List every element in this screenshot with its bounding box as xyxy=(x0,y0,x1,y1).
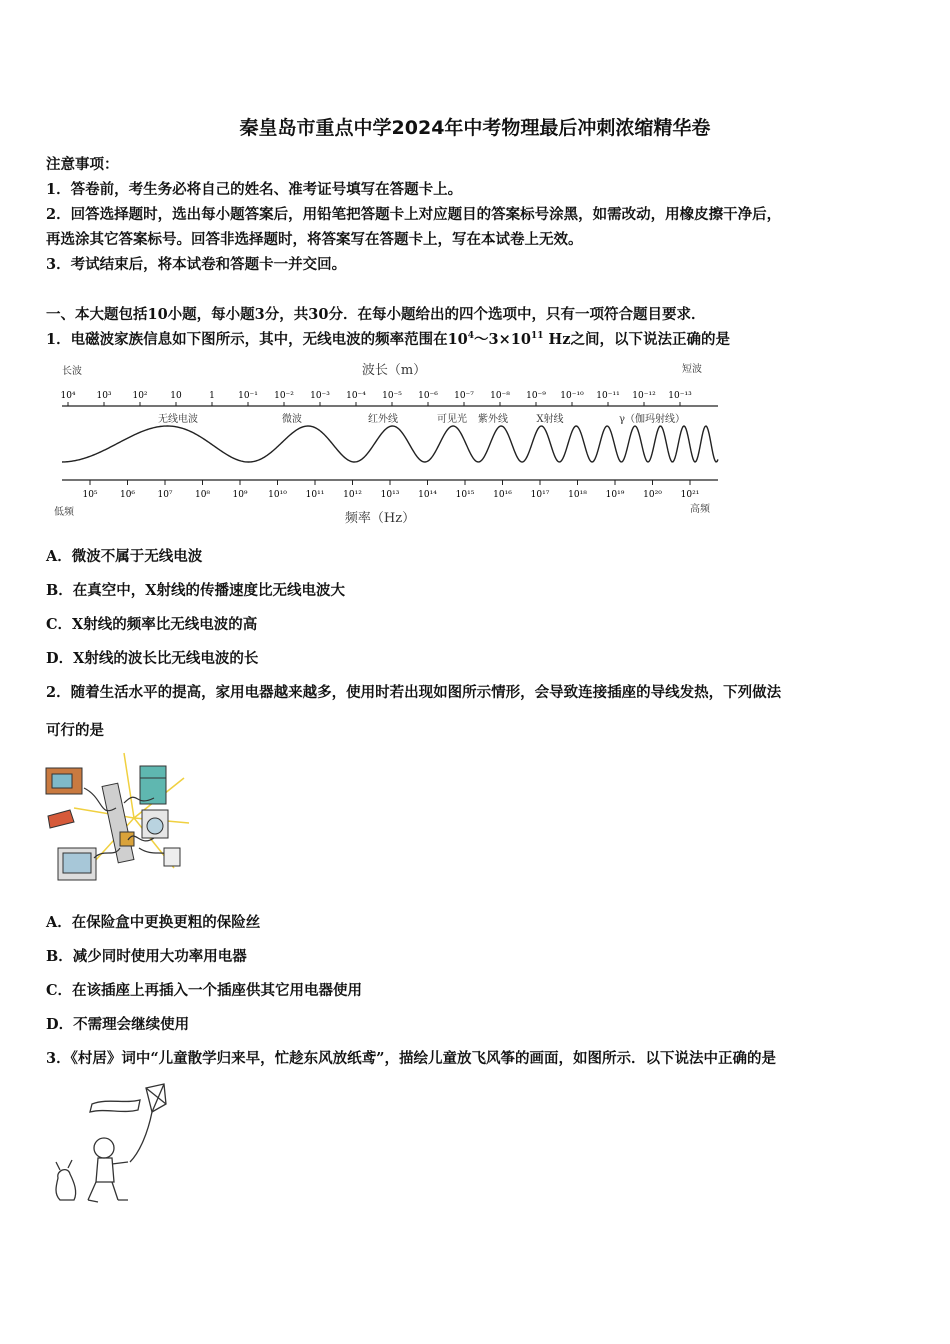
plug-icon xyxy=(120,832,134,846)
wavelength-tick-label: 10⁻⁹ xyxy=(526,391,546,401)
section-heading: 一、本大题包括10小题，每小题3分，共30分．在每小题给出的四个选项中，只有一项符合题目要求． xyxy=(46,306,706,323)
em-spectrum-figure xyxy=(50,358,730,530)
wavelength-tick-label: 10⁻³ xyxy=(310,391,330,401)
frequency-tick-label: 10¹⁸ xyxy=(568,490,587,500)
wavelength-tick-label: 10⁻¹¹ xyxy=(596,391,620,401)
band-label: 无线电波 xyxy=(158,414,198,425)
wavelength-tick-label: 10⁻¹ xyxy=(238,391,258,401)
notice-item-3: 3．考试结束后，将本试卷和答题卡一并交回。 xyxy=(46,256,347,273)
kite-flying-illustration xyxy=(48,1082,178,1212)
iron-icon xyxy=(48,810,74,828)
frequency-tick-label: 10¹⁹ xyxy=(605,490,625,500)
low-frequency-label: 低频 xyxy=(54,507,74,518)
cloud-icon xyxy=(90,1100,140,1112)
wavelength-tick-label: 10³ xyxy=(96,391,112,401)
frequency-label: 频率（Hz） xyxy=(344,511,416,526)
short-wave-label: 短波 xyxy=(682,364,702,375)
kite-string xyxy=(130,1112,152,1162)
wavelength-tick-label: 1 xyxy=(209,391,215,401)
long-wave-label: 长波 xyxy=(62,366,82,377)
wavelength-tick-label: 10⁻⁶ xyxy=(418,391,438,401)
frequency-tick-label: 10⁸ xyxy=(194,490,211,500)
wavelength-tick-label: 10⁻⁵ xyxy=(382,391,402,401)
wavelength-tick-label: 10⁴ xyxy=(60,391,76,401)
page-title: 秦皇岛市重点中学2024年中考物理最后冲刺浓缩精华卷 xyxy=(239,117,711,139)
frequency-tick-label: 10¹⁴ xyxy=(418,490,437,500)
q2-option-b: B．减少同时使用大功率用电器 xyxy=(46,948,247,965)
child-body xyxy=(96,1158,114,1182)
notice-item-2-cont: 再选涂其它答案标号。回答非选择题时，将答案写在答题卡上，写在本试卷上无效。 xyxy=(46,231,583,248)
frequency-tick-label: 10⁶ xyxy=(119,490,136,500)
notice-heading: 注意事项： xyxy=(46,156,119,173)
child-head xyxy=(94,1138,114,1158)
kite-icon xyxy=(146,1084,166,1112)
wave-curve xyxy=(62,426,718,462)
frequency-tick-label: 10¹⁰ xyxy=(268,490,287,500)
frequency-tick-label: 10¹⁷ xyxy=(530,490,550,500)
band-label: γ（伽玛射线） xyxy=(619,414,685,425)
frequency-tick-label: 10¹² xyxy=(343,490,362,500)
q1-option-a: A．微波不属于无线电波 xyxy=(46,548,203,565)
question-2-stem: 2．随着生活水平的提高，家用电器越来越多，使用时若出现如图所示情形，会导致连接插座的导线发热，下列做法 xyxy=(46,684,782,701)
frequency-ticks xyxy=(82,480,699,500)
band-label: 微波 xyxy=(282,414,302,425)
q2-option-d: D．不需理会继续使用 xyxy=(46,1016,190,1033)
wavelength-label: 波长（m） xyxy=(361,363,427,378)
kettle-icon xyxy=(164,848,180,866)
frequency-tick-label: 10⁵ xyxy=(82,490,98,500)
frequency-tick-label: 10²⁰ xyxy=(643,490,662,500)
band-label: 可见光 xyxy=(437,414,467,425)
q1-option-b: B．在真空中，X射线的传播速度比无线电波大 xyxy=(46,582,346,599)
wavelength-tick-label: 10⁻⁸ xyxy=(490,391,510,401)
wavelength-tick-label: 10⁻¹⁰ xyxy=(560,391,584,401)
wavelength-ticks xyxy=(60,391,692,406)
wavelength-tick-label: 10 xyxy=(170,391,182,401)
frequency-tick-label: 10¹⁵ xyxy=(455,490,475,500)
high-frequency-label: 高频 xyxy=(690,504,710,515)
frequency-tick-label: 10⁹ xyxy=(232,490,248,500)
wavelength-tick-label: 10⁻⁴ xyxy=(346,391,366,401)
wavelength-tick-label: 10² xyxy=(132,391,148,401)
band-labels xyxy=(158,412,685,425)
question-2-stem-cont: 可行的是 xyxy=(46,722,104,739)
frequency-tick-label: 10²¹ xyxy=(680,490,700,500)
band-label: 红外线 xyxy=(368,414,398,425)
wavelength-tick-label: 10⁻² xyxy=(274,391,294,401)
frequency-tick-label: 10¹³ xyxy=(380,490,400,500)
notice-item-1: 1．答卷前，考生务必将自己的姓名、准考证号填写在答题卡上。 xyxy=(46,181,463,198)
frequency-tick-label: 10¹¹ xyxy=(305,490,325,500)
q1-option-c: C．X射线的频率比无线电波的高 xyxy=(46,616,258,633)
wavelength-tick-label: 10⁻¹² xyxy=(632,391,656,401)
frequency-tick-label: 10¹⁶ xyxy=(493,490,512,500)
overloaded-socket-illustration xyxy=(44,748,194,890)
wavelength-tick-label: 10⁻¹³ xyxy=(668,391,692,401)
band-label: X射线 xyxy=(536,414,564,425)
question-3-stem: 3．《村居》词中“儿童散学归来早，忙趁东风放纸鸢”，描绘儿童放飞风筝的画面，如图所示．以下说法中正确的是 xyxy=(46,1050,777,1067)
band-label: 紫外线 xyxy=(478,414,508,425)
q2-option-a: A．在保险盒中更换更粗的保险丝 xyxy=(46,914,261,931)
question-1-stem: 1．电磁波家族信息如下图所示，其中，无线电波的频率范围在$10^4\sim 3\times 10^{11}$ Hz之间，以下说法正确的是 xyxy=(46,331,730,348)
q2-option-c: C．在该插座上再插入一个插座供其它用电器使用 xyxy=(46,982,363,999)
wavelength-tick-label: 10⁻⁷ xyxy=(454,391,474,401)
frequency-tick-label: 10⁷ xyxy=(157,490,173,500)
q1-option-d: D．X射线的波长比无线电波的长 xyxy=(46,650,259,667)
notice-item-2: 2．回答选择题时，选出每小题答案后，用铅笔把答题卡上对应题目的答案标号涂黑，如需改动，用橡皮擦干净后， xyxy=(46,206,782,223)
dog-icon xyxy=(56,1170,76,1200)
